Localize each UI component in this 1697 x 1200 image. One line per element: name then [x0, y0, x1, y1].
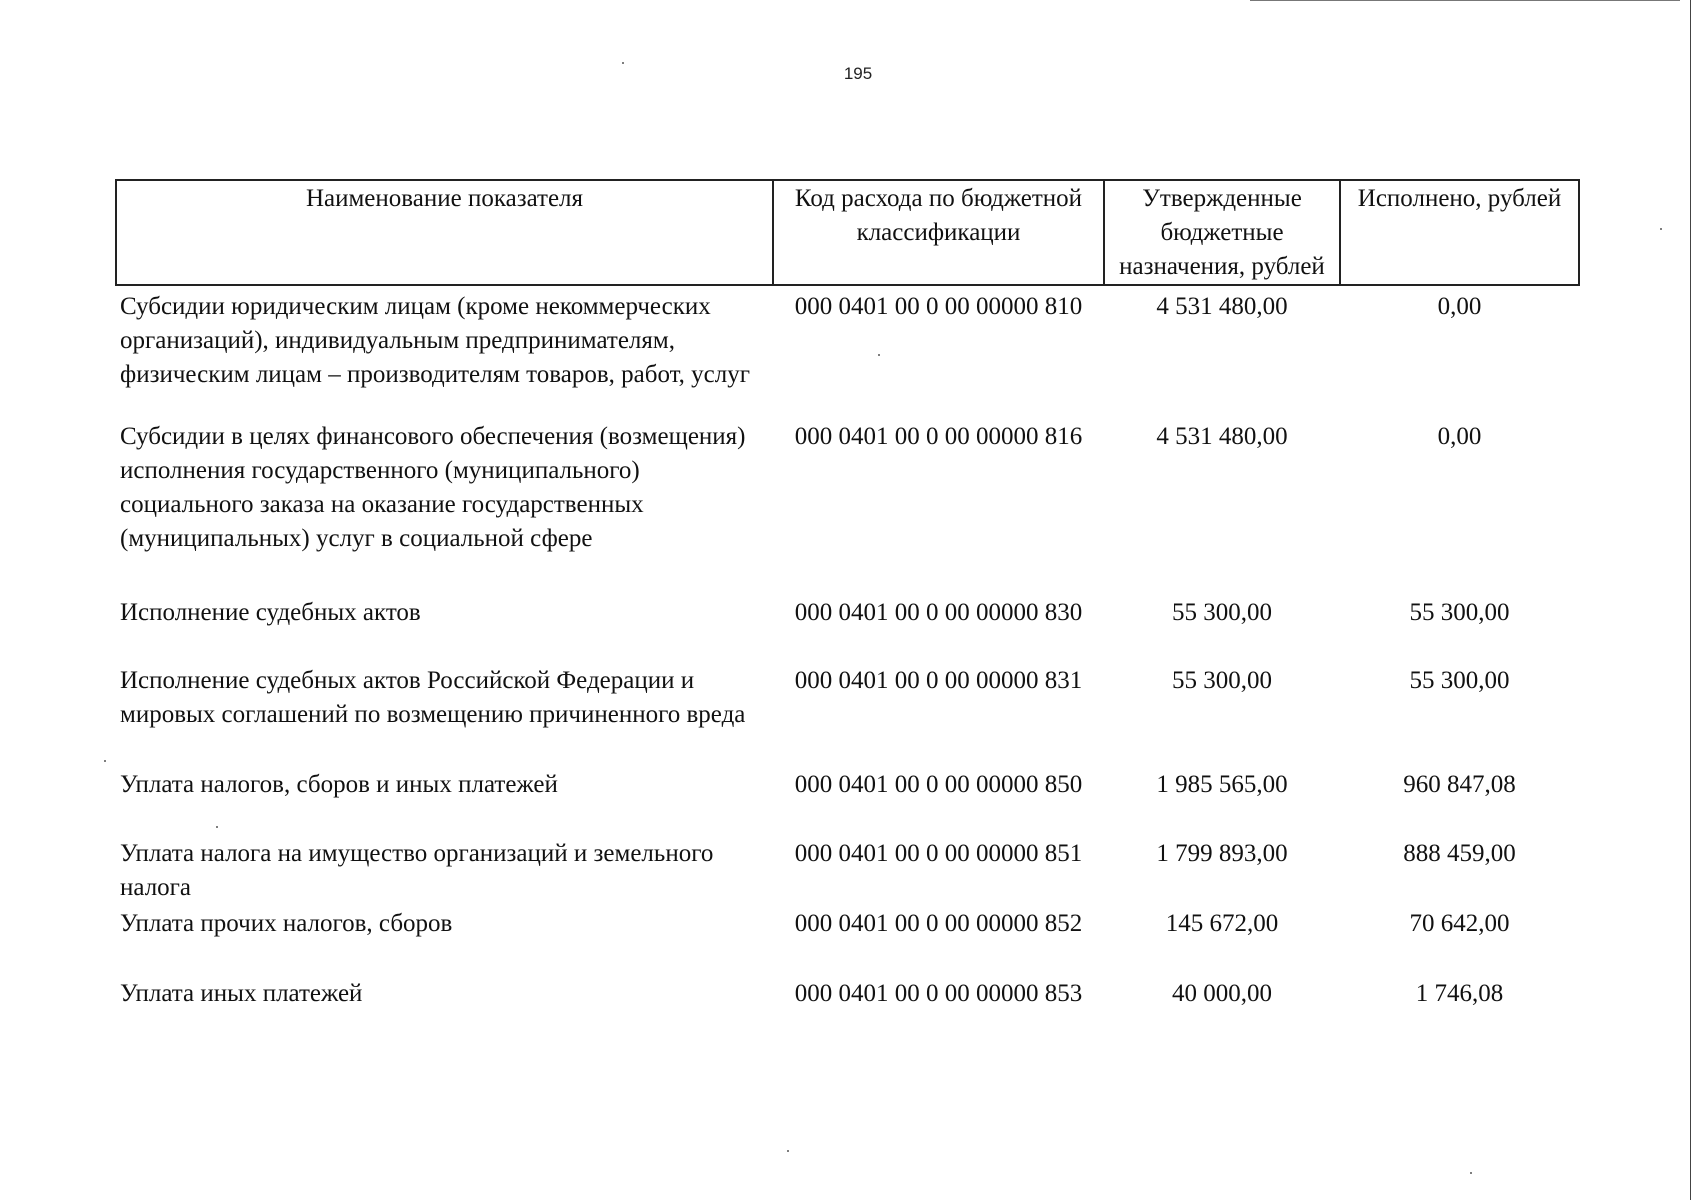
- scan-speck: [1660, 228, 1662, 230]
- row-code: 000 0401 00 0 00 00000 851: [794, 840, 1083, 867]
- page-number: 195: [843, 64, 873, 83]
- row-executed: 0,00: [1437, 423, 1482, 450]
- row-code: 000 0401 00 0 00 00000 831: [794, 667, 1083, 694]
- scan-speck: [1470, 1172, 1472, 1174]
- row-executed: 55 300,00: [1409, 667, 1510, 694]
- header-indicator-name: Наименование показателя: [116, 180, 773, 285]
- table-row: [116, 596, 1579, 664]
- row-code: 000 0401 00 0 00 00000 810: [794, 293, 1083, 320]
- row-executed: 888 459,00: [1403, 840, 1516, 867]
- row-approved: 40 000,00: [1172, 980, 1272, 1007]
- row-executed: 70 642,00: [1409, 910, 1510, 937]
- row-executed: 0,00: [1437, 293, 1482, 320]
- row-name: Исполнение судебных актов: [120, 599, 421, 626]
- header-expense-code: Код расхода по бюджетной классификации: [773, 180, 1104, 285]
- scan-speck: [787, 1150, 789, 1152]
- scan-edge-right: [1690, 0, 1691, 1200]
- row-executed: 55 300,00: [1409, 599, 1510, 626]
- row-approved: 55 300,00: [1172, 667, 1272, 694]
- row-executed: 1 746,08: [1415, 980, 1504, 1007]
- table-row: [116, 664, 1579, 768]
- table-row: [116, 285, 1579, 420]
- table-header-row: [116, 180, 1579, 285]
- table-row: [116, 907, 1579, 977]
- row-approved: 145 672,00: [1165, 910, 1279, 937]
- row-code: 000 0401 00 0 00 00000 850: [794, 771, 1083, 798]
- row-name: Уплата налога на имущество организаций и земельного налога: [120, 840, 714, 901]
- row-name: Уплата иных платежей: [120, 980, 363, 1007]
- row-code: 000 0401 00 0 00 00000 816: [794, 423, 1083, 450]
- header-executed-amount: Исполнено, рублей: [1340, 180, 1579, 285]
- table-row: [116, 420, 1579, 596]
- row-approved: 55 300,00: [1172, 599, 1272, 626]
- row-name: Уплата прочих налогов, сборов: [120, 910, 453, 937]
- row-name: Уплата налогов, сборов и иных платежей: [120, 771, 558, 798]
- row-code: 000 0401 00 0 00 00000 853: [794, 980, 1083, 1007]
- row-approved: 4 531 480,00: [1156, 423, 1288, 450]
- row-executed: 960 847,08: [1403, 771, 1516, 798]
- scan-speck: [104, 760, 106, 762]
- table-row: [116, 768, 1579, 837]
- table-row: [116, 837, 1579, 907]
- budget-execution-table: [115, 179, 1580, 1017]
- row-name: Субсидии юридическим лицам (кроме некоммерческих организаций), индивидуальным предпринимателям, физическим лицам – производителям товаров, работ, услуг: [120, 293, 751, 388]
- table-row: [116, 977, 1579, 1017]
- row-code: 000 0401 00 0 00 00000 830: [794, 599, 1083, 626]
- row-approved: 1 799 893,00: [1156, 840, 1288, 867]
- row-approved: 1 985 565,00: [1156, 771, 1288, 798]
- row-name: Исполнение судебных актов Российской Федерации и мировых соглашений по возмещению причиненного вреда: [120, 667, 746, 728]
- row-name: Субсидии в целях финансового обеспечения (возмещения) исполнения государственного (муниципального) социального заказа на оказание государственных (муниципальных) услуг в социальной сфере: [120, 423, 746, 552]
- header-approved-amount: Утвержденные бюджетные назначения, рублей: [1104, 180, 1340, 285]
- row-approved: 4 531 480,00: [1156, 293, 1288, 320]
- scan-speck: [622, 62, 624, 64]
- scan-edge-top: [1250, 0, 1680, 1]
- row-code: 000 0401 00 0 00 00000 852: [794, 910, 1083, 937]
